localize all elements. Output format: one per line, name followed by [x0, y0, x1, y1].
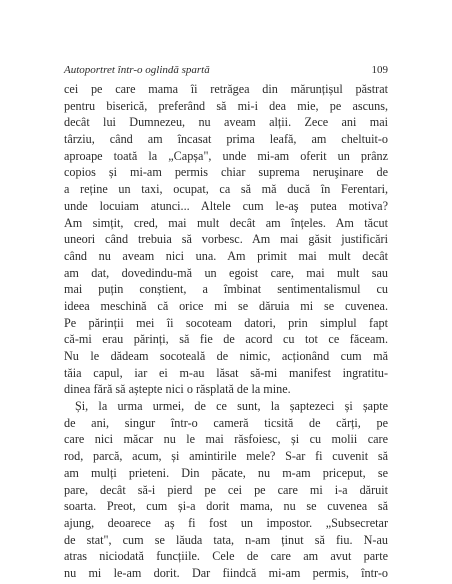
- text-line: aproape toată la „Capșa", unde mi-am oferit un prânz: [64, 148, 388, 163]
- text-line: cei pe care mama îi retrăgea din mărunțișul păstrat: [64, 82, 388, 96]
- text-line: nu mi le-am dorit. Dar fiindcă mi-am permis, într-o: [64, 565, 388, 580]
- body-text: [64, 81, 388, 582]
- text-line: atras niciodată funcțiile. Cele de care am avut parte: [64, 549, 388, 564]
- text-line: copios și mi-am permis chiar suprema neruşinare de: [64, 165, 388, 180]
- running-header: [64, 62, 388, 78]
- text-line: pare, decât să-i pierd pe cei pe care mi i-a dăruit: [64, 482, 388, 497]
- text-line: am dat, dovedindu-mă un egoist care, mai mult sau: [64, 265, 388, 280]
- text-line: Am simțit, cred, mai mult decât am înțeles. Am tăcut: [64, 215, 388, 230]
- text-line: că-mi erau părinți, să fie de acord cu tot ce făceam.: [64, 332, 388, 347]
- text-line: de stat", cum se lăuda tata, n-am ținut să fiu. N-au: [64, 532, 388, 547]
- text-line: am mulți prieteni. Din păcate, nu m-am priceput, se: [64, 465, 388, 480]
- text-line: soarta. Preot, cum și-a dorit mama, nu se cuvenea să: [64, 499, 388, 514]
- paragraph-2: [64, 398, 388, 582]
- text-line: când nu aveam nici una. Am primit mai mult decât: [64, 248, 388, 263]
- text-line: a reține un taxi, ocupat, ca să mă ducă în Ferentari,: [64, 182, 388, 197]
- text-line: rod, parcă, acum, și amintirile mele? S-ar fi cuvenit să: [64, 449, 388, 464]
- text-line: pentru biserică, preferând să mi-i dea mie, pe ascuns,: [64, 98, 388, 113]
- text-line: care nici măcar nu le mai răsfoiesc, și cu molii care: [64, 432, 388, 447]
- text-line: Nu le dădeam socoteală de nimic, acționând cum mă: [64, 349, 388, 363]
- chapter-title: Autoportret într-o oglindă spartă: [64, 64, 210, 76]
- text-line: decât lui Dumnezeu, nu aveam alții. Zece ani mai: [64, 115, 388, 130]
- text-line: unde locuiam atunci... Altele cum le-aş putea motiva?: [64, 198, 388, 213]
- page-number: 109: [371, 64, 388, 76]
- text-line: târziu, când am încasat prima leafă, am cheltuit-o: [64, 132, 388, 147]
- text-line: uneori când trebuia să vorbesc. Am mai găsit justificări: [64, 232, 388, 247]
- text-line: dinea fără să aștepte nici o răsplată de la mine.: [64, 382, 291, 397]
- text-line: Pe părinții mei îi socoteam datori, prin simplul fapt: [64, 315, 388, 330]
- text-line: ajung, deoarece aș fi fost un impostor. „Subsecretar: [64, 515, 388, 530]
- text-line: Și, la urma urmei, de ce sunt, la șaptezeci și șapte: [75, 399, 388, 414]
- text-line: mai puțin conștient, a îmbinat sentimentalismul cu: [64, 282, 388, 297]
- text-line: tăia capul, iar ei m-au lăsat să-mi manifest ingratitu-: [64, 365, 388, 380]
- text-line: ideea meschină că orice mi se dăruia mi se cuvenea.: [64, 298, 388, 313]
- paragraph-1: [64, 81, 388, 398]
- text-line: de ani, singur într-o cameră ticsită de cărți, pe: [64, 415, 388, 430]
